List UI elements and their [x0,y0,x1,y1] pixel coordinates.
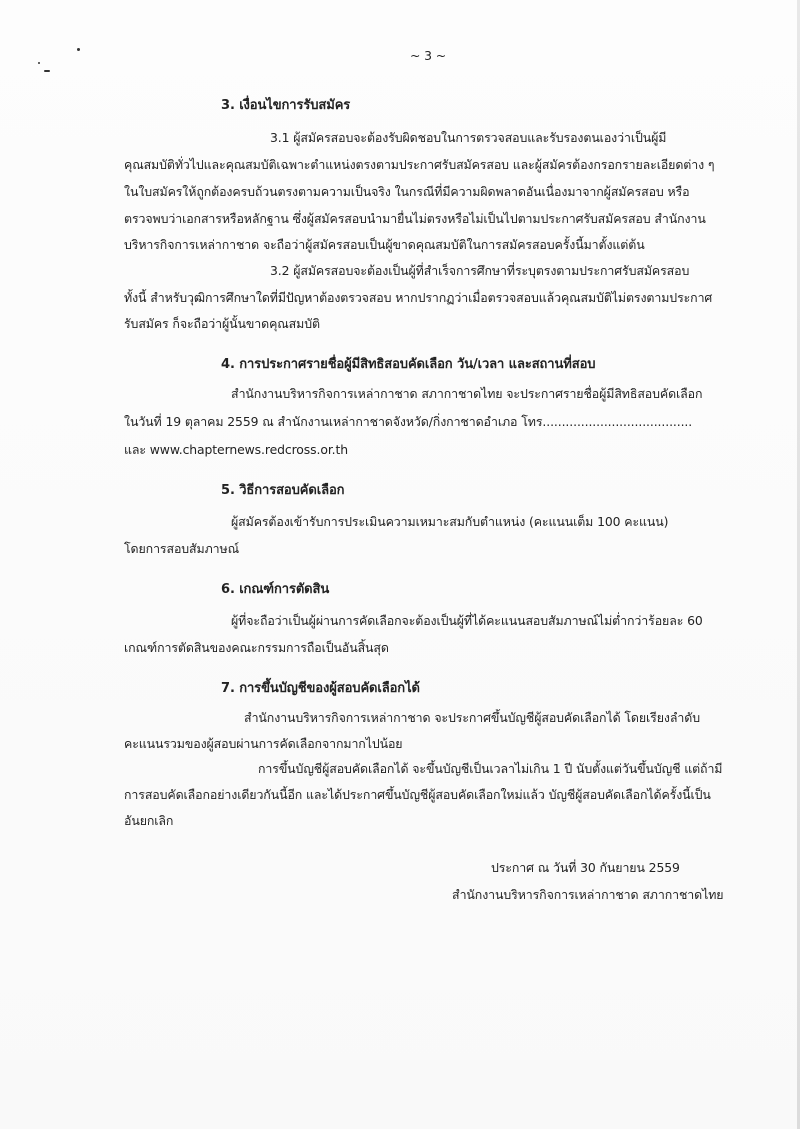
section-5-line: ผู้สมัครต้องเข้ารับการประเมินความเหมาะสมกับตำแหน่ง (คะแนนเต็ม 100 คะแนน) [231,514,669,529]
scan-speck [38,62,40,64]
section-7-line: อันยกเลิก [124,813,174,828]
section-7-line: คะแนนรวมของผู้สอบผ่านการคัดเลือกจากมากไปน้อย [124,736,403,751]
section-7-line: สำนักงานบริหารกิจการเหล่ากาชาด จะประกาศขึ้นบัญชีผู้สอบคัดเลือกได้ โดยเรียงลำดับ [244,710,700,725]
section-7-heading: 7. การขึ้นบัญชีของผู้สอบคัดเลือกได้ [221,681,420,696]
section-6-line: เกณฑ์การตัดสินของคณะกรรมการถือเป็นอันสิ้นสุด [124,640,389,655]
section-4-line: ในวันที่ 19 ตุลาคม 2559 ณ สำนักงานเหล่ากาชาดจังหวัด/กิ่งกาชาดอำเภอ โทร....................................... [124,414,693,429]
section-4-line: สำนักงานบริหารกิจการเหล่ากาชาด สภากาชาดไทย จะประกาศรายชื่อผู้มีสิทธิสอบคัดเลือก [231,386,703,401]
section-6-line: ผู้ที่จะถือว่าเป็นผู้ผ่านการคัดเลือกจะต้องเป็นผู้ที่ได้คะแนนสอบสัมภาษณ์ไม่ต่ำกว่าร้อยละ 60 [231,613,703,628]
section-5-line: โดยการสอบสัมภาษณ์ [124,541,239,556]
announce-date: ประกาศ ณ วันที่ 30 กันยายน 2559 [491,860,680,875]
section-3-line: ตรวจพบว่าเอกสารหรือหลักฐาน ซึ่งผู้สมัครสอบนำมายื่นไม่ตรงหรือไม่เป็นไปตามประกาศรับสมัครสอบ สำนักงาน [124,211,706,226]
section-4-heading: 4. การประกาศรายชื่อผู้มีสิทธิสอบคัดเลือก วัน/เวลา และสถานที่สอบ [221,357,596,372]
section-3-heading: 3. เงื่อนไขการรับสมัคร [221,98,351,113]
section-3-line: บริหารกิจการเหล่ากาชาด จะถือว่าผู้สมัครสอบเป็นผู้ขาดคุณสมบัติในการสมัครสอบครั้งนี้มาตั้งแต่ต้น [124,237,645,252]
page-number: ~ 3 ~ [410,48,447,63]
section-7-line: การขึ้นบัญชีผู้สอบคัดเลือกได้ จะขึ้นบัญชีเป็นเวลาไม่เกิน 1 ปี นับตั้งแต่วันขึ้นบัญชี แต่ถ้ามี [258,761,723,776]
section-3-line: ทั้งนี้ สำหรับวุฒิการศึกษาใดที่มีปัญหาต้องตรวจสอบ หากปรากฏว่าเมื่อตรวจสอบแล้วคุณสมบัติไม่ตรงตามประกาศ [124,290,713,305]
section-3-line: คุณสมบัติทั่วไปและคุณสมบัติเฉพาะตำแหน่งตรงตามประกาศรับสมัครสอบ และผู้สมัครต้องกรอกรายละเอียดต่าง ๆ [124,157,715,172]
scan-speck [77,48,80,51]
scan-speck [44,70,50,72]
section-3-line: รับสมัคร ก็จะถือว่าผู้นั้นขาดคุณสมบัติ [124,316,320,331]
section-7-line: การสอบคัดเลือกอย่างเดียวกันนี้อีก และได้ประกาศขึ้นบัญชีผู้สอบคัดเลือกใหม่แล้ว บัญชีผู้สอบคัดเลือกได้ครั้งนี้เป็น [124,787,711,802]
organization-signature: สำนักงานบริหารกิจการเหล่ากาชาด สภากาชาดไทย [452,887,724,902]
section-5-heading: 5. วิธีการสอบคัดเลือก [221,483,345,498]
section-3-line: ในใบสมัครให้ถูกต้องครบถ้วนตรงตามความเป็นจริง ในกรณีที่มีความผิดพลาดอันเนื่องมาจากผู้สมัครสอบ หรือ [124,184,690,199]
section-3-line: 3.2 ผู้สมัครสอบจะต้องเป็นผู้ที่สำเร็จการศึกษาที่ระบุตรงตามประกาศรับสมัครสอบ [270,263,690,278]
section-6-heading: 6. เกณฑ์การตัดสิน [221,582,330,597]
section-3-line: 3.1 ผู้สมัครสอบจะต้องรับผิดชอบในการตรวจสอบและรับรองตนเองว่าเป็นผู้มี [270,130,667,145]
section-4-line: และ www.chapternews.redcross.or.th [124,442,349,457]
